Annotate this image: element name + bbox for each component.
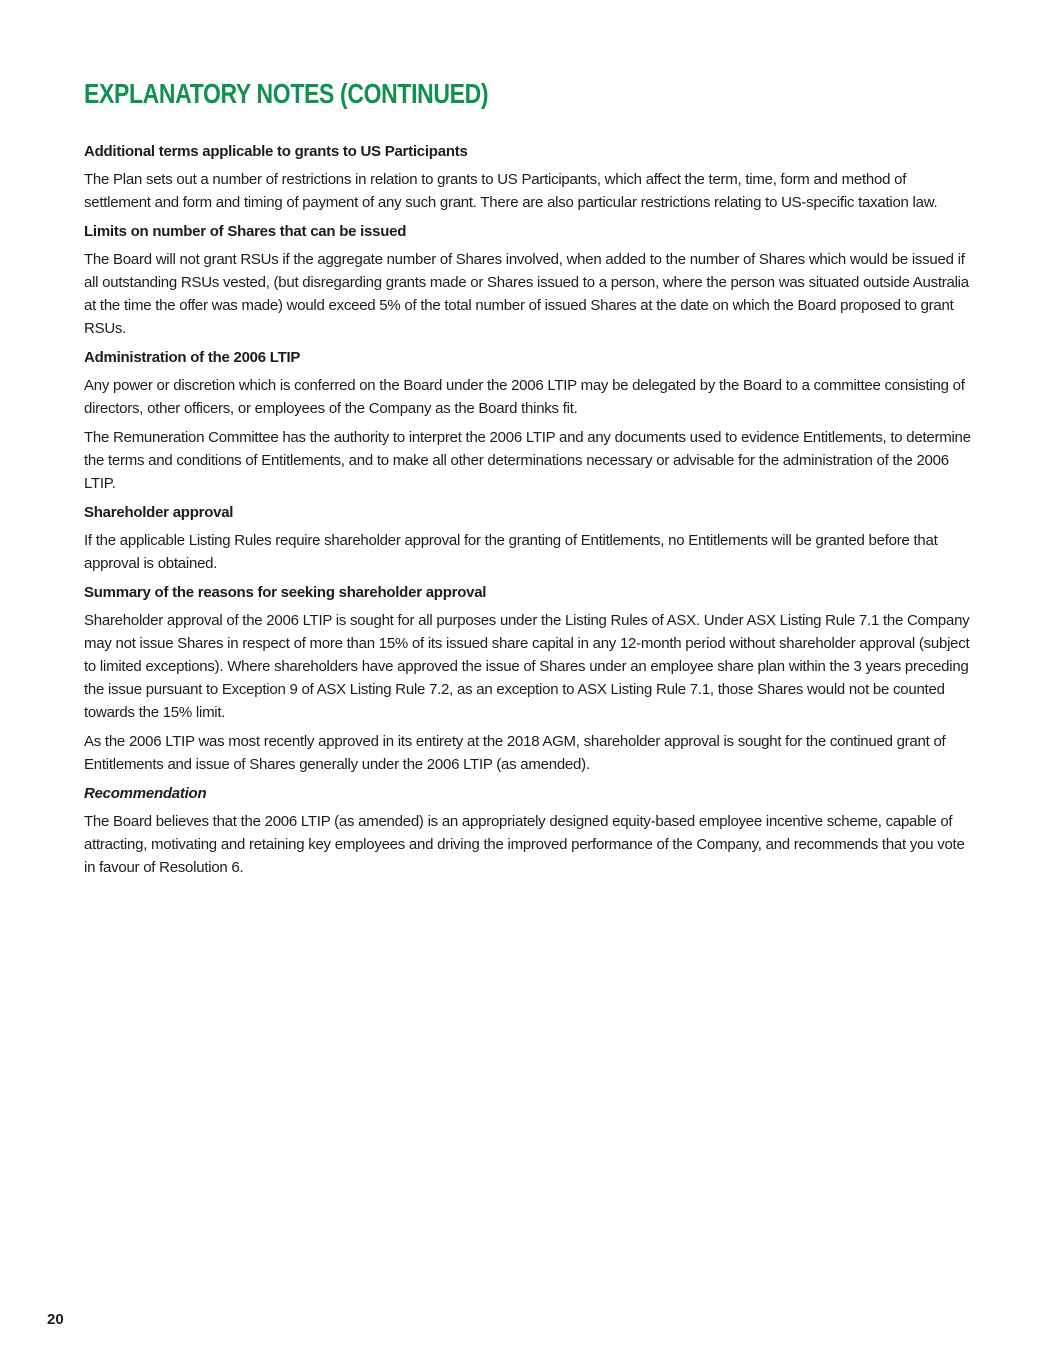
section-share-limits: [84, 220, 974, 340]
paragraph: The Board believes that the 2006 LTIP (as amended) is an appropriately designed equity-based employee incentive scheme, capable of attracting, motivating and retaining key employees and driving the improved performance of the Company, and recommends that you vote in favour of Resolution 6.: [84, 813, 965, 876]
page-footer: [47, 1308, 64, 1331]
page-title: EXPLANATORY NOTES (CONTINUED): [84, 78, 489, 109]
paragraph: The Plan sets out a number of restrictions in relation to grants to US Participants, which affect the term, time, form and method of settlement and form and timing of payment of any such grant. There are also particular restrictions relating to US-specific taxation law.: [84, 171, 938, 211]
section-approval-reasons: [84, 581, 974, 776]
section-recommendation: [84, 782, 974, 879]
paragraph: If the applicable Listing Rules require shareholder approval for the granting of Entitlements, no Entitlements will be granted before that approval is obtained.: [84, 532, 938, 572]
section-shareholder-approval: [84, 501, 974, 575]
paragraph: Any power or discretion which is conferred on the Board under the 2006 LTIP may be delegated by the Board to a committee consisting of directors, other officers, or employees of the Company as the Board thinks fit.: [84, 377, 965, 417]
section-heading: Summary of the reasons for seeking shareholder approval: [84, 584, 487, 601]
section-heading: Limits on number of Shares that can be issued: [84, 223, 407, 240]
document-content: [84, 80, 974, 885]
section-heading: Additional terms applicable to grants to US Participants: [84, 143, 468, 160]
paragraph: The Board will not grant RSUs if the aggregate number of Shares involved, when added to the number of Shares which would be issued if all outstanding RSUs vested, (but disregarding grants made or Shares issued to a person, where the person was situated outside Australia at the time the offer was made) would exceed 5% of the total number of issued Shares at the date on which the Board proposed to grant RSUs.: [84, 251, 969, 337]
section-heading: Administration of the 2006 LTIP: [84, 349, 301, 366]
paragraph: As the 2006 LTIP was most recently approved in its entirety at the 2018 AGM, shareholder approval is sought for the continued grant of Entitlements and issue of Shares generally under the 2006 LTIP (as amended).: [84, 733, 946, 773]
section-heading: Recommendation: [84, 785, 207, 802]
page-number: 20: [47, 1311, 64, 1328]
section-heading: Shareholder approval: [84, 504, 234, 521]
section-administration: [84, 346, 974, 495]
paragraph: Shareholder approval of the 2006 LTIP is sought for all purposes under the Listing Rules of ASX. Under ASX Listing Rule 7.1 the Company may not issue Shares in respect of more than 15% of its issued share capital in any 12-month period without shareholder approval (subject to limited exceptions). Where shareholders have approved the issue of Shares under an employee share plan within the 3 years preceding the issue pursuant to Exception 9 of ASX Listing Rule 7.2, as an exception to ASX Listing Rule 7.1, those Shares would not be counted towards the 15% limit.: [84, 612, 970, 721]
section-us-participants: [84, 140, 974, 214]
paragraph: The Remuneration Committee has the authority to interpret the 2006 LTIP and any documents used to evidence Entitlements, to determine the terms and conditions of Entitlements, and to make all other determinations necessary or advisable for the administration of the 2006 LTIP.: [84, 429, 971, 492]
